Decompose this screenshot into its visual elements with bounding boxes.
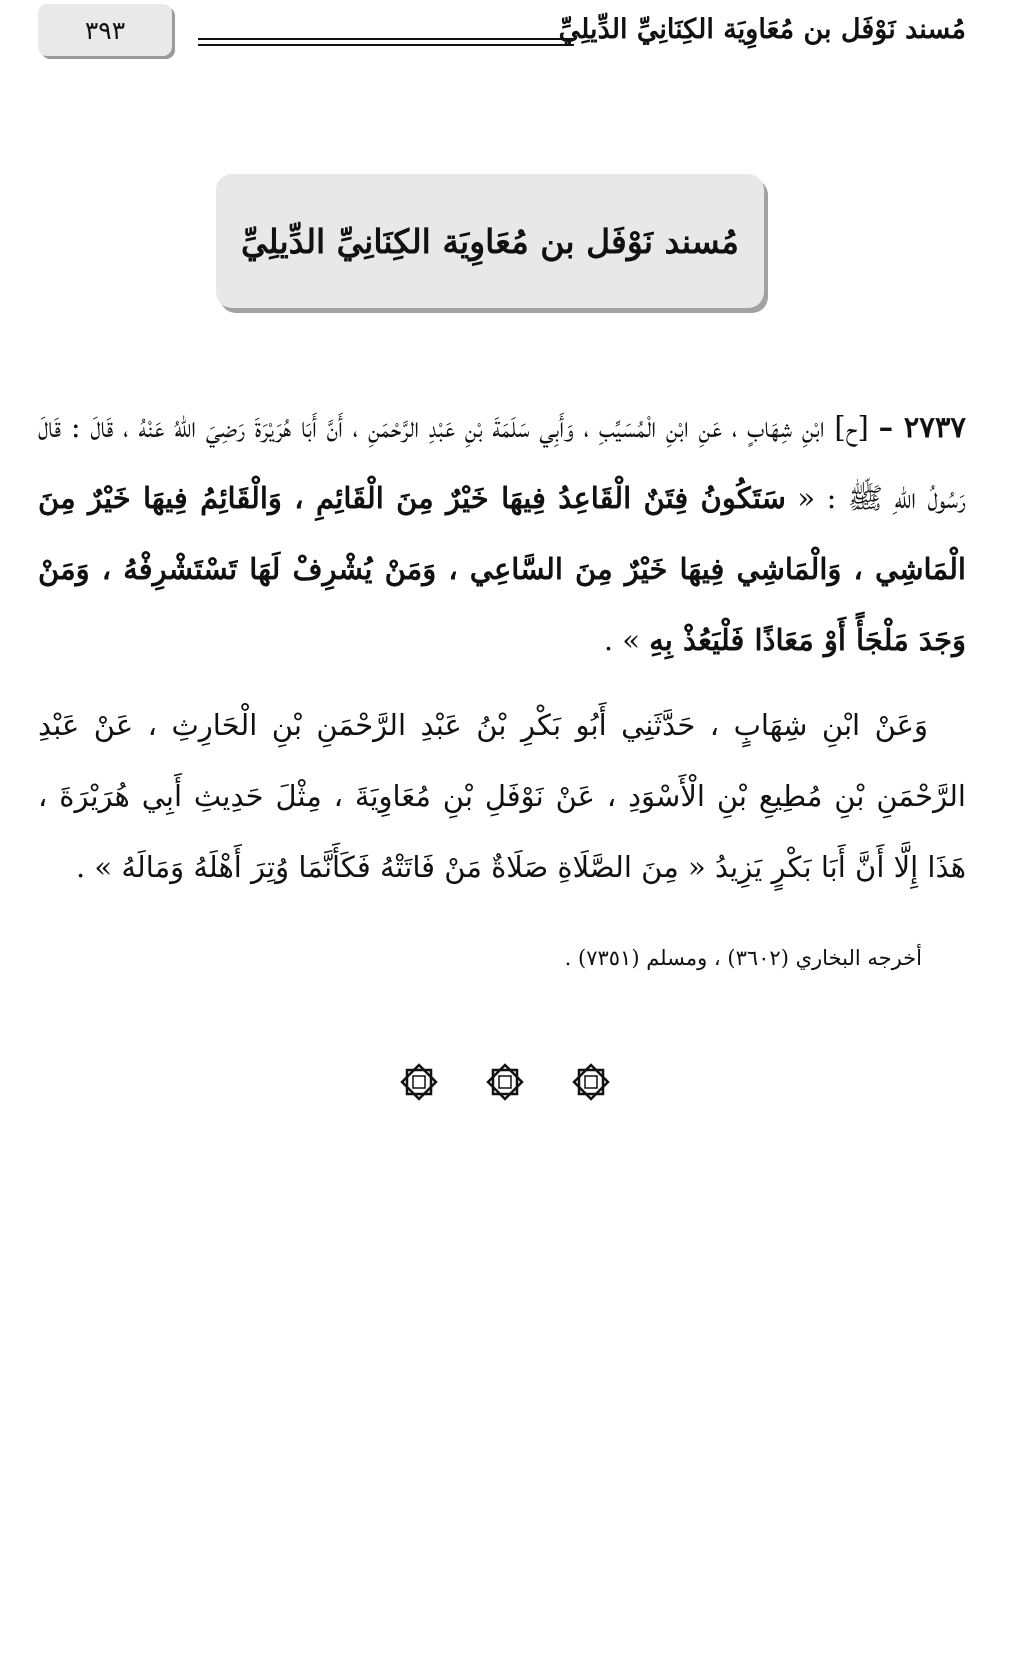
hadith-matn: سَتَكُونُ فِتَنٌ الْقَاعِدُ فِيهَا خَيْرٌ مِنَ الْقَائِمِ ، وَالْقَائِمُ فِيهَا خَيْرٌ مِنَ الْمَاشِي ، وَالْمَاشِي فِيهَا خَيْرٌ مِنَ السَّاعِي ، وَمَنْ يُشْرِفْ لَهَا تَسْتَشْرِفْهُ ، وَمَنْ وَجَدَ مَلْجَأً أَوْ مَعَاذًا فَلْيَعُذْ بِهِ (38, 481, 966, 657)
eight-point-star-icon (567, 1058, 615, 1106)
eight-point-star-icon (481, 1058, 529, 1106)
takhrij-footnote: أخرجه البخاري (٣٦٠٢) ، ومسلم (٧٣٥١) . (564, 946, 922, 970)
hadith-isnad: [ح] ابْنِ شِهَابٍ ، عَنِ ابْنِ الْمُسَيِّبِ ، وَأَبِي سَلَمَةَ بْنِ عَبْدِ الرَّحْمَنِ ، أَنَّ أَبَا هُرَيْرَةَ رَضِيَ اللهُ عَنْهُ ، قَالَ : قَالَ رَسُولُ اللهِ ﷺ : « (38, 410, 967, 515)
hadith-number: ٢٧٣٧ – (878, 410, 967, 444)
hadith-paragraph (38, 392, 966, 676)
page-number-badge (38, 4, 172, 56)
page-number: ٣٩٣ (84, 15, 126, 45)
eight-point-star-icon (395, 1058, 443, 1106)
quote-close: » . (603, 623, 641, 657)
hadith-body (38, 392, 966, 903)
header-rule (198, 38, 574, 40)
section-end-ornaments (0, 1058, 1010, 1106)
header-rule (198, 44, 574, 46)
chapter-heading-box (216, 174, 764, 308)
hadith-second-chain: وَعَنْ ابْنِ شِهَابٍ ، حَدَّثَنِي أَبُو بَكْرِ بْنُ عَبْدِ الرَّحْمَنِ بْنِ الْحَارِثِ ، عَنْ عَبْدِ الرَّحْمَنِ بْنِ مُطِيعِ بْنِ الْأَسْوَدِ ، عَنْ نَوْفَلِ بْنِ مُعَاوِيَةَ ، مِثْلَ حَدِيثِ أَبِي هُرَيْرَةَ ، هَذَا إِلَّا أَنَّ أَبَا بَكْرٍ يَزِيدُ « مِنَ الصَّلَاةِ صَلَاةٌ مَنْ فَاتَتْهُ فَكَأَنَّمَا وُتِرَ أَهْلَهُ وَمَالَهُ » . (38, 708, 966, 884)
chapter-title: مُسند نَوْفَل بن مُعَاوِيَة الكِنَانِيِّ الدِّيلِيِّ (241, 221, 739, 261)
running-title: مُسند نَوْفَل بن مُعَاوِيَة الكِنَانِيِّ الدِّيلِيِّ (558, 14, 966, 45)
